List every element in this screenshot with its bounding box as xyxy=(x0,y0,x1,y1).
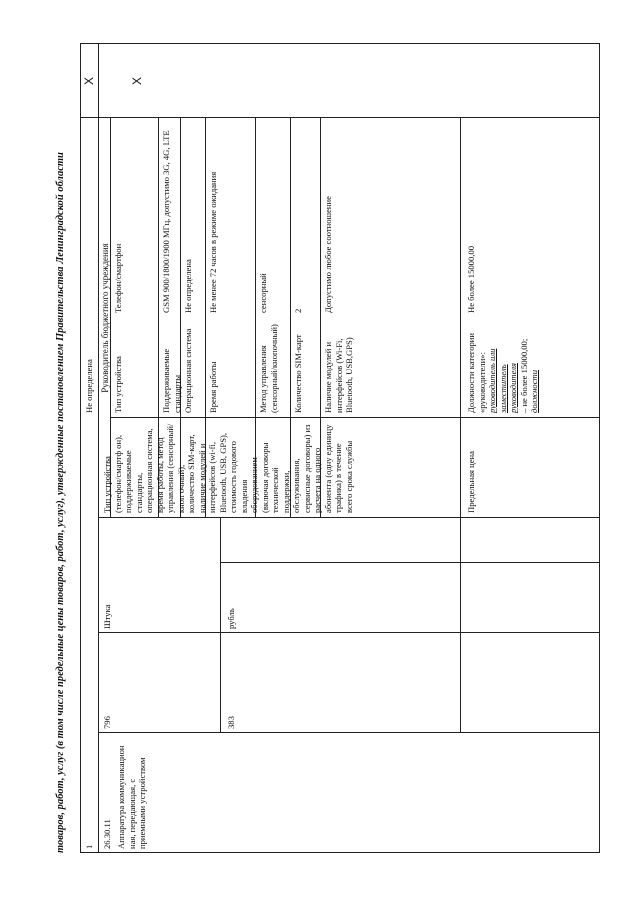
requirements-table xyxy=(80,43,600,853)
char-value: Допустимо любое соотношение xyxy=(323,196,333,313)
table-caption: товаров, работ, услуг (в том числе предельные цены товаров, работ, услуг), утвержденные постановлением Правительства Ленинградской области xyxy=(55,152,66,853)
okpd-code: 26.30.11 xyxy=(102,819,112,849)
col-divider xyxy=(98,517,600,518)
char-name-value-divider xyxy=(110,417,600,418)
left-chars-divider xyxy=(460,518,461,733)
char-name: Метод управления (сенсорный/кнопочный) xyxy=(258,324,279,413)
position-line: Должности категории xyxy=(466,332,476,413)
position-line: руководителя xyxy=(508,363,518,413)
unit-code-rubles: 383 xyxy=(226,716,236,729)
position-line: «руководители»: xyxy=(476,352,487,413)
col-divider xyxy=(98,732,600,733)
char-name: Тип устройства xyxy=(113,356,123,413)
position-line: руководитель или xyxy=(487,348,497,413)
char-name: Время работы xyxy=(208,361,218,413)
char-value: сенсорный xyxy=(258,273,268,313)
char-name: Поддерживаемые стандарты xyxy=(161,348,182,413)
left-price-positions xyxy=(466,323,540,413)
cross-mark: X xyxy=(82,77,96,86)
unit-subrow-divider xyxy=(220,518,221,733)
left-price-label: Предельная цена xyxy=(466,451,476,513)
position-line: – не более 15000,00; xyxy=(518,338,529,413)
price-value: Не более 15000,00 xyxy=(466,245,476,313)
col-divider xyxy=(80,117,600,118)
table-border-right xyxy=(80,43,600,44)
left-characteristics-list: Тип устройства (телефон/смартф он), поддерживаемые стандарты, операционная система, время работы, метод управления (сенсорный/кноп очный), количество SIM-карт, наличие модулей и интерфейсов (wi-fi, Bluetooth, USB, GPS), стоимость годового владения оборудованием (включая договоры технической поддержки, обслуживания, сервисные договоры) из расчета на одного абонента (одну единицу трафика) в течение всего срока службы xyxy=(102,423,354,513)
char-name: Наличие модулей и интерфейсов (Wi-Fi, Bluetooth, USB,GPS) xyxy=(323,337,354,413)
char-value: GSM 900/1800/1900 МГц, допустимо 3G, 4G, LTE xyxy=(161,130,171,313)
row-number: 1 xyxy=(84,844,94,849)
char-value: 2 xyxy=(293,308,303,313)
char-value: Не определена xyxy=(183,259,193,313)
char-value: Не менее 72 часов в режиме ожидания xyxy=(208,171,218,313)
right-chars-divider xyxy=(460,118,461,518)
table-border-left xyxy=(80,852,600,853)
unit-name-rubles: рубль xyxy=(226,608,236,629)
cross-mark: X xyxy=(130,77,144,86)
char-value: Телефон/смартфон xyxy=(113,243,123,313)
char-name: Количество SIM-карт xyxy=(293,334,303,413)
position-line: должности xyxy=(529,369,539,413)
item-name: Аппаратура коммуникацион ная, передающая, с приемными устройством xyxy=(116,745,147,849)
left-value-undefined: Не определена xyxy=(84,359,94,413)
char-name: Операционная система xyxy=(183,328,193,413)
group-header: Руководитель бюджетного учреждения xyxy=(100,243,110,393)
left-chars-split xyxy=(220,562,600,563)
unit-name-pieces: Штука xyxy=(102,604,112,629)
table-border-top xyxy=(80,43,81,853)
col-divider xyxy=(98,632,600,633)
position-line: заместитель xyxy=(497,364,508,413)
unit-code-pieces: 796 xyxy=(102,716,112,729)
